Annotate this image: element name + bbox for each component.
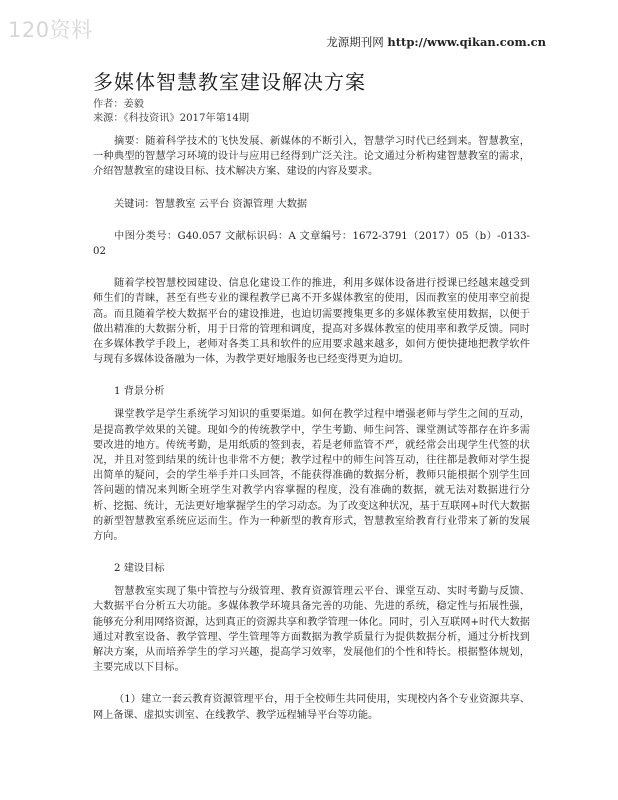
section-1-paragraph: 课堂教学是学生系统学习知识的重要渠道。如何在教学过程中增强老师与学生之间的互动，是提高教学效果的关键。现如今的传统教学中，学生考勤、师生问答、课堂测试等都存在许多需要改进的地方。传统考勤，是用纸质的签到表，若是老师监管不严，就经常会出现学生代签的状况，并且对签到结果的统计也非常不方便；教学过程中的师生问答互动，往往都是教师对学生提出简单的疑问，会的学生举手并口头回答，不能获得准确的数据分析，教师只能根据个别学生回答问题的情况来判断全班学生对教学内容掌握的程度，没有准确的数据，就无法对数据进行分析、挖掘、统计，无法更好地掌握学生的学习动态。为了改变这种状况，基于互联网+时代大数据的新型智慧教室系统应运而生。作为一种新型的教育形式，智慧教室给教育行业带来了新的发展方向。	[93, 409, 530, 543]
journal-site-name: 龙源期刊网	[326, 35, 384, 49]
article-author: 作者：姜毅	[93, 99, 144, 110]
section-1-heading: 1 背景分析	[114, 386, 165, 398]
journal-site-url[interactable]: http://www.qikan.com.cn	[387, 35, 546, 49]
section-2-heading: 2 建设目标	[114, 563, 165, 575]
page-header	[326, 34, 546, 50]
watermark-logo: 120资料	[8, 18, 93, 42]
article-source: 来源：《科技资讯》2017年第14期	[93, 113, 250, 124]
list-item-1: （1）建立一套云教育资源管理平台，用于全校师生共同使用，实现校内各个专业资源共享、网上备课、虚拟实训室、在线教学、教学远程辅导平台等功能。	[93, 694, 530, 721]
article-body	[93, 66, 530, 723]
section-2-paragraph: 智慧教室实现了集中管控与分级管理、教育资源管理云平台、课堂互动、实时考勤与反馈、大数据平台分析五大功能。多媒体教学环境具备完善的功能、先进的系统，稳定性与拓展性强，能够充分利用网络资源，达到真正的资源共享和教学管理一体化。同时，引入互联网+时代大数据通过对教室设备、教学管理、学生管理等方面数据为教学质量行为提供数据分析，通过分析找到解决方案，从而培养学生的学习兴趣，提高学习效率，发展他们的个性和特长。根据整体规划，主要完成以下目标。	[93, 586, 530, 674]
keywords: 关键词：智慧教室 云平台 资源管理 大数据	[114, 198, 308, 210]
abstract: 摘要：随着科学技术的飞快发展、新媒体的不断引入，智慧学习时代已经到来。智慧教室，一种典型的智慧学习环境的设计与应用已经得到广泛关注。论文通过分析构建智慧教室的需求，介绍智慧教室的建设目标、技术解决方案、建设的内容及要求。	[93, 136, 530, 178]
classification-line: 中图分类号：G40.057 文献标识码：A 文章编号：1672-3791（2017）05（b）-0133-02	[93, 230, 530, 258]
article-title: 多媒体智慧教室建设解决方案	[93, 70, 366, 94]
intro-paragraph: 随着学校智慧校园建设、信息化建设工作的推进，利用多媒体设备进行授课已经越来越受到师生们的青睐，甚至有些专业的课程教学已离不开多媒体教室的使用，因而教室的使用率空前提高。而且随着学校大数据平台的建设推进，也迫切需要搜集更多的多媒体教室使用数据，以便于做出精准的大数据分析，用于日常的管理和调度，提高对多媒体教室的使用率和教学反馈。同时在多媒体教学手段上，老师对各类工具和软件的应用要求越来越多，如何方便快捷地把教学软件与现有多媒体设备融为一体，为教学更好地服务也已经变得更为迫切。	[93, 278, 530, 366]
